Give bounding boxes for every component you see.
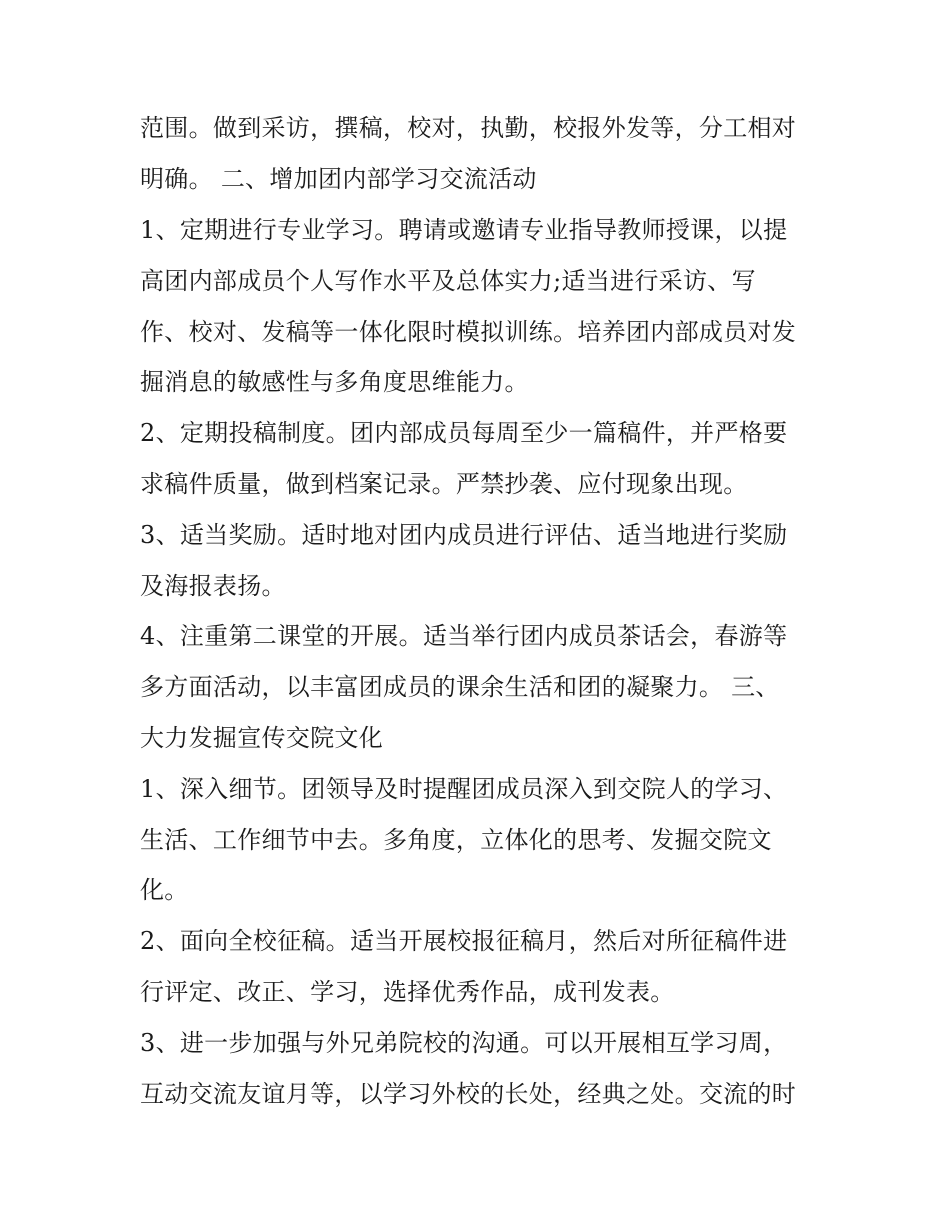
text-line: 3、进一步加强与外兄弟院校的沟通。可以开展相互学习周， (140, 1029, 788, 1057)
text-line: 高团内部成员个人写作水平及总体实力;适当进行采访、写 (140, 267, 756, 295)
text-line: 及海报表扬。 (140, 572, 286, 600)
text-line: 1、定期进行专业学习。聘请或邀请专业指导教师授课，以提 (140, 216, 788, 244)
text-line: 2、定期投稿制度。团内部成员每周至少一篇稿件，并严格要 (140, 419, 788, 447)
text-line: 范围。做到采访，撰稿，校对，执勤，校报外发等，分工相对 (140, 114, 797, 142)
text-line: 行评定、改正、学习，选择优秀作品，成刊发表。 (140, 978, 675, 1006)
text-line: 作、校对、发稿等一体化限时模拟训练。培养团内部成员对发 (140, 318, 797, 346)
text-line: 1、深入细节。团领导及时提醒团成员深入到交院人的学习、 (140, 775, 788, 803)
text-line: 求稿件质量，做到档案记录。严禁抄袭、应付现象出现。 (140, 470, 748, 498)
text-line: 互动交流友谊月等，以学习外校的长处，经典之处。交流的时 (140, 1080, 797, 1108)
text-line: 多方面活动，以丰富团成员的课余生活和团的凝聚力。 三、 (140, 673, 780, 701)
text-line: 大力发掘宣传交院文化 (140, 724, 383, 752)
text-line: 明确。 二、增加团内部学习交流活动 (140, 165, 537, 193)
text-line: 4、注重第二课堂的开展。适当举行团内成员茶话会，春游等 (140, 622, 788, 650)
text-line: 生活、工作细节中去。多角度，立体化的思考、发掘交院文 (140, 826, 772, 854)
text-line: 3、适当奖励。适时地对团内成员进行评估、适当地进行奖励 (140, 521, 788, 549)
text-line: 2、面向全校征稿。适当开展校报征稿月，然后对所征稿件进 (140, 927, 788, 955)
text-line: 化。 (140, 876, 189, 904)
text-line: 掘消息的敏感性与多角度思维能力。 (140, 368, 529, 396)
